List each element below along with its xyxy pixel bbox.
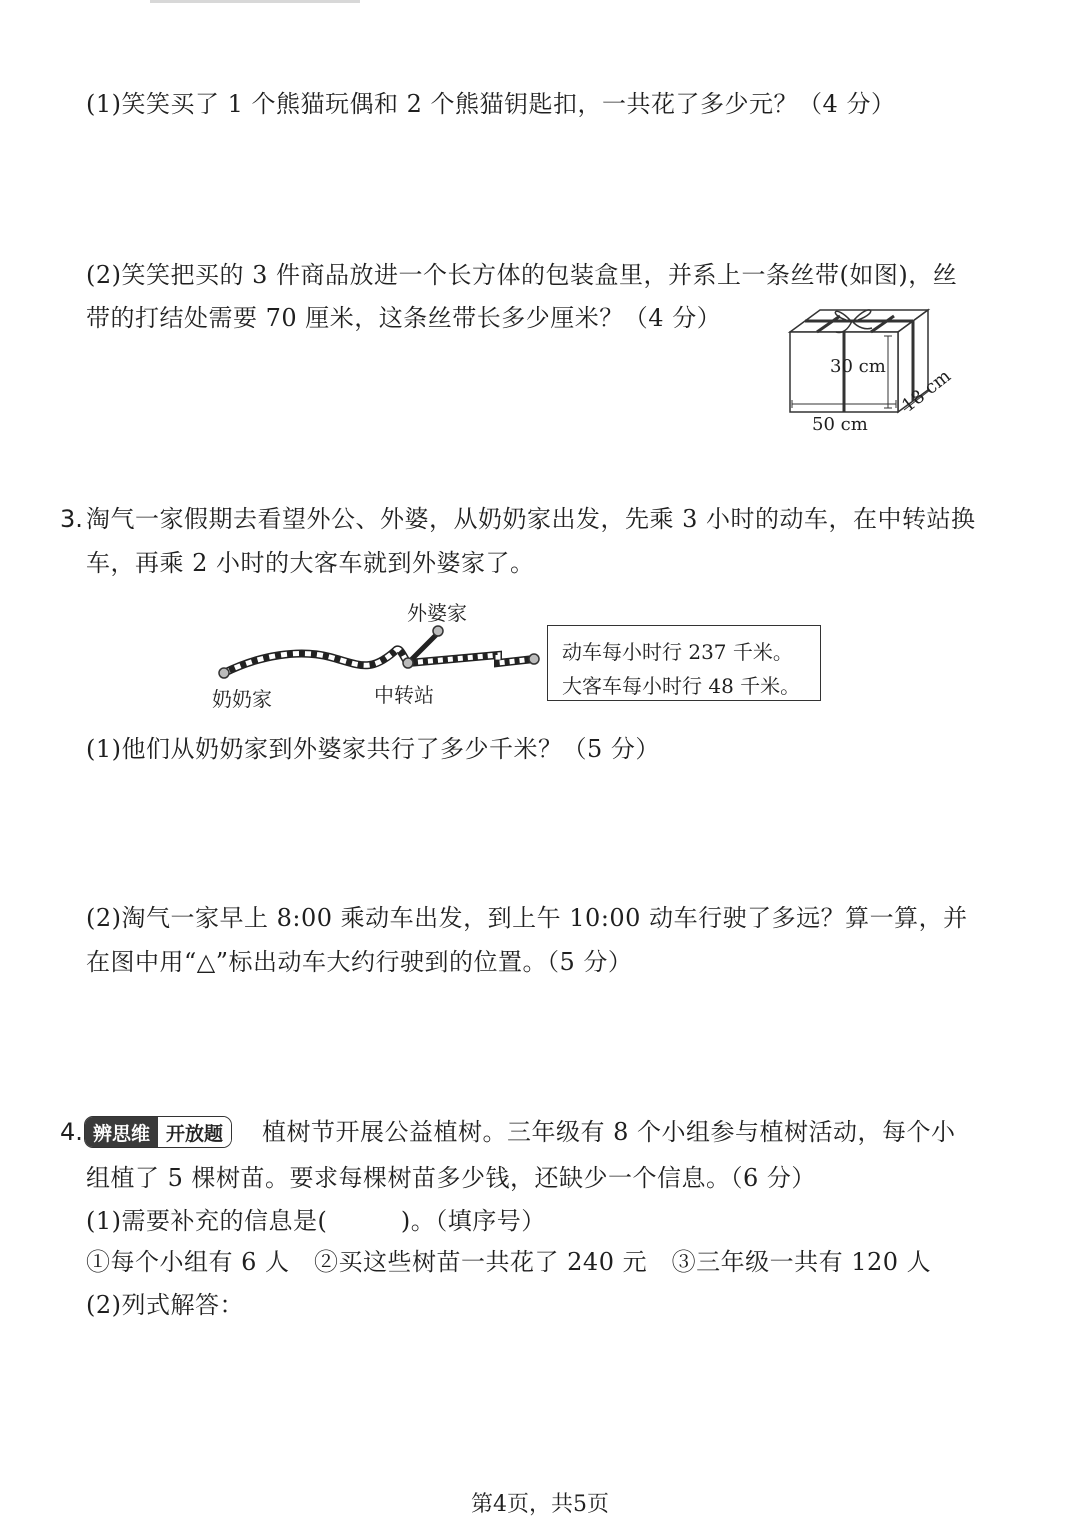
route-map-figure — [210, 595, 550, 715]
box-length-label: 50 cm — [812, 414, 868, 435]
q3-sub2-text-line1: (2)淘气一家早上 8:00 乘动车出发，到上午 10:00 动车行驶了多远？算一算，并 — [86, 904, 968, 932]
box-height-label: 30 cm — [830, 356, 886, 377]
tag-open-question: 开放题 — [158, 1117, 231, 1147]
q3-sub1-text: (1)他们从奶奶家到外婆家共行了多少千米？（5 分） — [86, 735, 660, 763]
q3-sub2-text-line2: 在图中用“△”标出动车大约行驶到的位置。（5 分） — [86, 948, 633, 976]
q4-number: 4. — [60, 1118, 83, 1146]
map-label-destination: 外婆家 — [407, 601, 467, 625]
q3-number: 3. — [60, 505, 83, 533]
q3-stem-line1: 淘气一家假期去看望外公、外婆，从奶奶家出发，先乘 3 小时的动车，在中转站换 — [86, 505, 976, 533]
q4-stem-line2: 组植了 5 棵树苗。要求每棵树苗多少钱，还缺少一个信息。（6 分） — [86, 1164, 816, 1192]
q3-stem-line2: 车，再乘 2 小时的大客车就到外婆家了。 — [86, 549, 535, 577]
q4-sub2-text: (2)列式解答： — [86, 1291, 244, 1319]
tag-thinking: 辨思维 — [85, 1117, 158, 1147]
q2-sub1-text: (1)笑笑买了 1 个熊猫玩偶和 2 个熊猫钥匙扣，一共花了多少元？（4 分） — [86, 90, 896, 118]
box-width-label: 18 cm — [898, 365, 955, 417]
q4-stem-line1: 植树节开展公益植树。三年级有 8 个小组参与植树活动，每个小 — [262, 1118, 956, 1146]
gift-box-figure — [780, 300, 980, 450]
q4-options-text: ①每个小组有 6 人 ②买这些树苗一共花了 240 元 ③三年级一共有 120 人 — [86, 1248, 932, 1276]
q4-sub1-text: (1)需要补充的信息是( )。（填序号） — [86, 1207, 546, 1235]
speed-info-box — [547, 625, 821, 701]
map-label-start: 奶奶家 — [212, 687, 272, 711]
page-number-footer: 第4页，共5页 — [471, 1492, 609, 1517]
question-type-tag — [84, 1116, 232, 1148]
map-label-transfer: 中转站 — [374, 683, 434, 707]
bus-speed-text: 大客车每小时行 48 千米。 — [562, 674, 801, 698]
q2-sub2-text-line2: 带的打结处需要 70 厘米，这条丝带长多少厘米？（4 分） — [86, 304, 722, 332]
q2-sub2-text-line1: (2)笑笑把买的 3 件商品放进一个长方体的包装盒里，并系上一条丝带(如图)，丝 — [86, 261, 958, 289]
train-speed-text: 动车每小时行 237 千米。 — [562, 640, 793, 664]
scan-edge-line — [150, 0, 360, 3]
